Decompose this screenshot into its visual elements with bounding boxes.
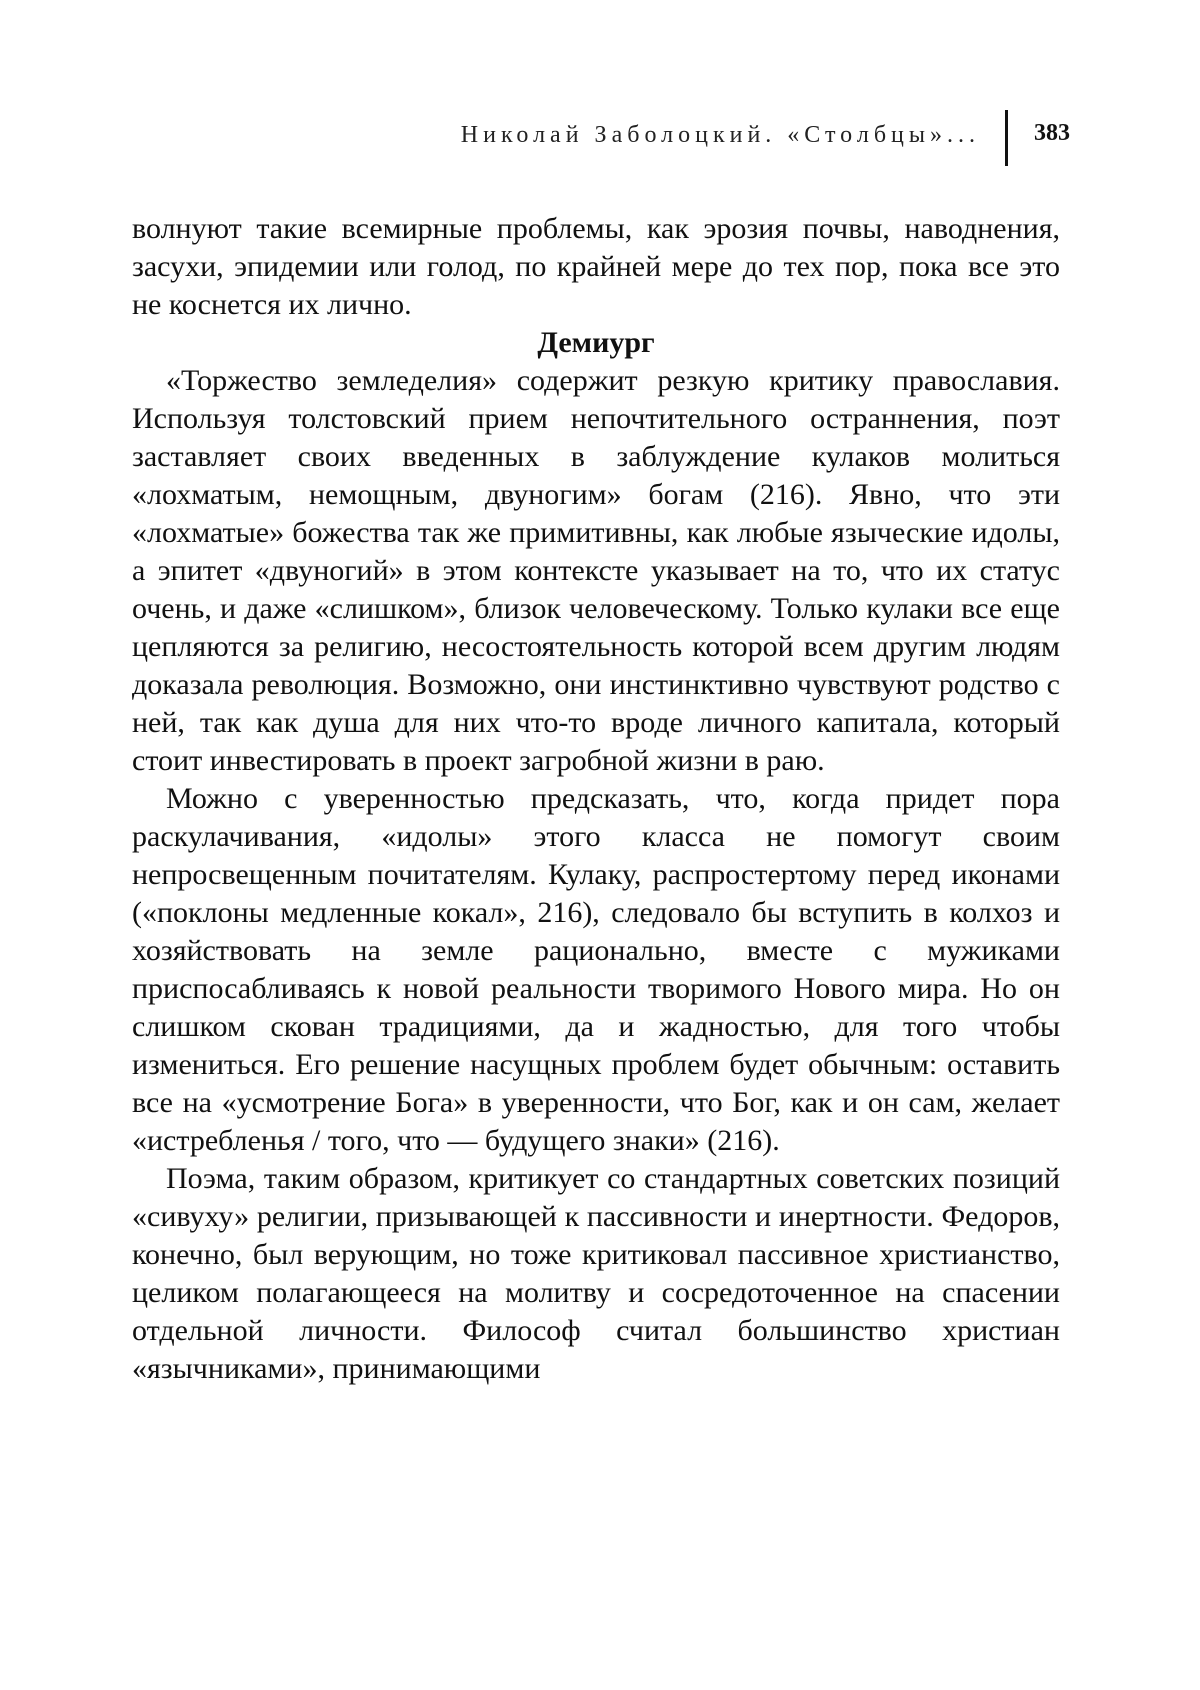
running-head (130, 110, 1070, 166)
running-title: Николай Заболоцкий. «Столбцы»... (460, 122, 980, 148)
header-divider (1005, 110, 1008, 166)
paragraph-1: «Торжество земледелия» содержит резкую критику православия. Используя толстовский прием непочтительного остраннения, поэт заставляет своих введенных в заблуждение кулаков молиться «лохматым, немощным, двуногим» богам (216). Явно, что эти «лохматые» божества так же примитивны, как любые языческие идолы, а эпитет «двуногий» в этом контексте указывает на то, что их статус очень, и даже «слишком», близок человеческому. Только кулаки все еще цепляются за религию, несостоятельность которой всем другим людям доказала революция. Возможно, они инстинктивно чувствуют родство с ней, так как душа для них что-то вроде личного капитала, который стоит инвестировать в проект загробной жизни в раю. (132, 364, 1060, 777)
text-block (132, 210, 1060, 1388)
paragraph-2: Можно с уверенностью предсказать, что, когда придет пора раскулачивания, «идолы» этого класса не помогут своим непросвещенным почитателям. Кулаку, распростертому перед иконами («поклоны медленные кокал», 216), следовало бы вступить в колхоз и хозяйствовать на земле рационально, вместе с мужиками приспосабливаясь к новой реальности творимого Нового мира. Но он слишком скован традициями, да и жадностью, для того чтобы измениться. Его решение насущных проблем будет обычным: оставить все на «усмотрение Бога» в уверенности, что Бог, как и он сам, желает «истребленья / того, что — будущего знаки» (216). (132, 782, 1060, 1157)
paragraph-3: Поэма, таким образом, критикует со стандартных советских позиций «сивуху» религии, призывающей к пассивности и инертности. Федоров, конечно, был верующим, но тоже критиковал пассивное христианство, целиком полагающееся на молитву и сосредоточенное на спасении отдельной личности. Философ считал большинство христиан «язычниками», принимающими (132, 1162, 1060, 1385)
section-heading: Демиург (537, 326, 655, 359)
page-number: 383 (1034, 120, 1070, 146)
continuation-paragraph: волнуют такие всемирные проблемы, как эрозия почвы, наводнения, засухи, эпидемии или голод, по крайней мере до тех пор, пока все это не коснется их лично. (132, 212, 1060, 321)
